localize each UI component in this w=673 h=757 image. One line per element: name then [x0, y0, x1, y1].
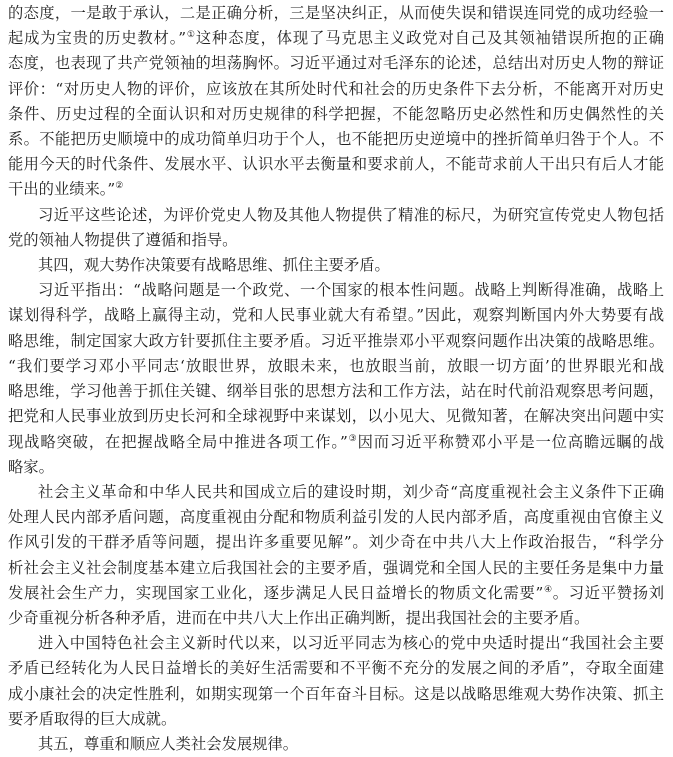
text-line: 谋划得科学，战略上赢得主动，党和人民事业就大有希望。”因此，观察判断国内外大势要有战 — [8, 306, 664, 325]
paragraph-first-line: 习近平指出：“战略问题是一个政党、一个国家的根本性问题。战略上判断得准确，战略上 — [38, 281, 664, 300]
text-line: 现战略突破，在把握战略全局中推进各项工作。”③因而习近平称赞邓小平是一位高瞻远瞩的战 — [8, 432, 664, 451]
text-line: 党的领袖人物提供了遵循和指导。 — [8, 230, 238, 249]
text-line: 态度，也表现了共产党领袖的坦荡胸怀。习近平通过对毛泽东的论述，总结出对历史人物的辩证 — [8, 54, 664, 73]
text-line: 系。不能把历史顺境中的成功简单归功于个人，也不能把历史逆境中的挫折简单归咎于个人。不 — [8, 130, 664, 149]
section-heading: 其五，尊重和顺应人类社会发展规律。 — [38, 735, 299, 753]
paragraph-first-line: 社会主义革命和中华人民共和国成立后的建设时期，刘少奇“高度重视社会主义条件下正确 — [38, 482, 664, 501]
paragraph-first-line: 进入中国特色社会主义新时代以来，以习近平同志为核心的党中央适时提出“我国社会主要 — [38, 634, 664, 653]
footnote-marker[interactable]: ② — [115, 181, 124, 192]
text-line: 把党和人民事业放到历史长河和全球视野中来谋划，以小见大、见微知著，在解决突出问题中实 — [8, 407, 664, 426]
text-line: 的态度，一是敢于承认，二是正确分析，三是坚决纠正，从而使失误和错误连同党的成功经验一 — [8, 4, 664, 22]
text-line: 成小康社会的决定性胜利，如期实现第一个百年奋斗目标。这是以战略思维观大势作决策、抓主 — [8, 684, 664, 703]
section-heading: 其四，观大势作决策要有战略思维、抓住主要矛盾。 — [38, 256, 390, 275]
text-line: 干出的业绩来。”② — [8, 180, 124, 199]
text-line: 析社会主义社会制度基本建立后我国社会的主要矛盾，强调党和全国人民的主要任务是集中力量 — [8, 558, 664, 577]
footnote-marker[interactable]: ① — [186, 30, 196, 41]
text-line: 略家。 — [8, 457, 54, 476]
text-line: 要矛盾取得的巨大成就。 — [8, 709, 177, 728]
text-line: 条件、历史过程的全面认识和对历史规律的科学把握，不能忽略历史必然性和历史偶然性的关 — [8, 104, 664, 123]
text-line: “我们要学习邓小平同志‘放眼世界，放眼未来，也放眼当前，放眼一切方面’的世界眼光和战 — [8, 356, 664, 375]
text-line: 能用今天的时代条件、发展水平、认识水平去衡量和要求前人，不能苛求前人干出只有后人才能 — [8, 155, 664, 174]
paragraph-first-line: 习近平这些论述，为评价党史人物及其他人物提供了精准的标尺，为研究宣传党史人物包括 — [38, 205, 664, 224]
footnote-marker[interactable]: ③ — [347, 433, 358, 444]
footnote-marker[interactable]: ④ — [543, 584, 553, 595]
text-line: 矛盾已经转化为人民日益增长的美好生活需要和不平衡不充分的发展之间的矛盾”，夺取全面建 — [8, 659, 664, 678]
text-line: 起成为宝贵的历史教材。”①这种态度，体现了马克思主义政党对自己及其领袖错误所抱的正确 — [8, 29, 664, 48]
text-line: 发展社会生产力，实现国家工业化，逐步满足人民日益增长的物质文化需要”④。习近平赞扬刘 — [8, 583, 664, 602]
text-line: 略思维，学习他善于抓住关键、纲举目张的思想方法和工作方法，站在时代前沿观察思考问题， — [8, 382, 664, 401]
text-line: 少奇重视分析各种矛盾，进而在中共八大上作出正确判断，提出我国社会的主要矛盾。 — [8, 608, 590, 627]
text-line: 评价：“对历史人物的评价，应该放在其所处时代和社会的历史条件下去分析，不能离开对历史 — [8, 79, 664, 98]
text-line: 作风引发的干群矛盾等问题，提出许多重要见解”。刘少奇在中共八大上作政治报告，“科学分 — [8, 533, 664, 552]
text-line: 略思维，制定国家大政方针要抓住主要矛盾。习近平推崇邓小平观察问题作出决策的战略思维。 — [8, 331, 664, 350]
text-line: 处理人民内部矛盾问题，高度重视由分配和物质利益引发的人民内部矛盾，高度重视由官僚主义 — [8, 508, 664, 527]
